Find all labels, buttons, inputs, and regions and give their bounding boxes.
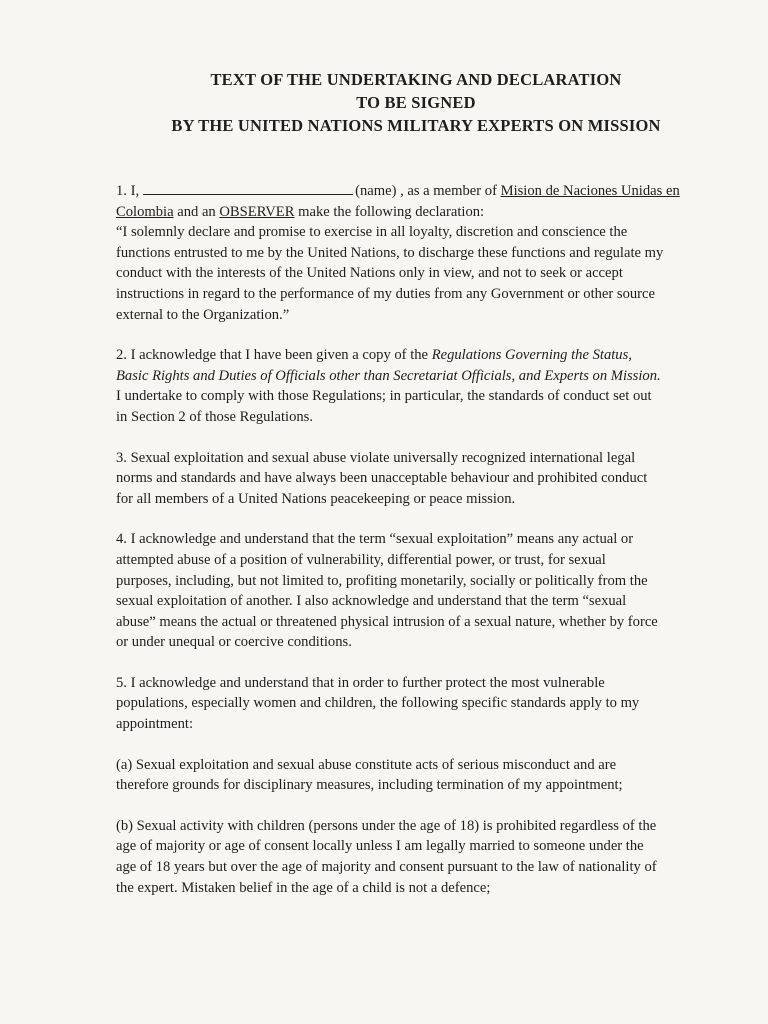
paragraph-5b <box>116 816 676 898</box>
p5-line-1: 5. I acknowledge and understand that in order to further protect the most vulnerable <box>116 674 605 691</box>
p2-line-1 <box>116 345 676 366</box>
p2-regulations-title-a: Regulations Governing the Status, <box>431 347 632 364</box>
p4-line-1: 4. I acknowledge and understand that the term “sexual exploitation” means any actual or <box>116 531 634 548</box>
p2-line-1-text: 2. I acknowledge that I have been given a copy of the <box>116 347 429 364</box>
p2-line-4: in Section 2 of those Regulations. <box>116 408 313 425</box>
p1-rest: make the following declaration: <box>298 203 485 220</box>
p3-line-1: 3. Sexual exploitation and sexual abuse violate universally recognized international legal <box>116 449 636 466</box>
p1-line-2 <box>116 202 676 223</box>
p4-line-3: purposes, including, but not limited to, profiting monetarily, socially or politically from the <box>116 572 648 589</box>
document-title <box>156 68 676 137</box>
mission-name-part-1: Mision de Naciones Unidas en <box>500 183 680 199</box>
p1-name-label: (name) , as a member of <box>355 183 497 199</box>
p1-and-an: and an <box>177 203 216 220</box>
p1-line-3: “I solemnly declare and promise to exercise in all loyalty, discretion and conscience the <box>116 224 628 241</box>
paragraph-4-definitions <box>116 529 676 653</box>
title-line-2: TO BE SIGNED <box>356 93 476 112</box>
p1-line-4: functions entrusted to me by the United Nations, to discharge these functions and regulate my <box>116 244 664 261</box>
p3-line-2: norms and standards and have always been unacceptable behaviour and prohibited conduct <box>116 470 648 487</box>
pa-line-2: therefore grounds for disciplinary measures, including termination of my appointment; <box>116 777 623 794</box>
p5-line-3: appointment: <box>116 716 194 733</box>
pb-line-2: age of majority or age of consent locally unless I am legally married to someone under the <box>116 838 644 855</box>
pb-line-1: (b) Sexual activity with children (persons under the age of 18) is prohibited regardless of the <box>116 817 657 834</box>
paragraph-2-regulations <box>116 345 676 427</box>
paragraph-5-standards <box>116 673 676 735</box>
p4-line-2: attempted abuse of a position of vulnerability, differential power, or trust, for sexual <box>116 551 606 568</box>
title-line-1: TEXT OF THE UNDERTAKING AND DECLARATION <box>210 70 622 89</box>
p3-line-3: for all members of a United Nations peacekeeping or peace mission. <box>116 490 516 507</box>
mission-name-part-2: Colombia <box>116 203 174 220</box>
p2-regulations-title-b: Basic Rights and Duties of Officials other than Secretariat Officials, and Experts on Mission. <box>116 367 661 384</box>
p1-number: 1. I, <box>116 183 140 199</box>
p1-line-6: instructions in regard to the performance of my duties from any Government or other source <box>116 285 655 302</box>
pa-line-1: (a) Sexual exploitation and sexual abuse constitute acts of serious misconduct and are <box>116 756 617 773</box>
paragraph-5a <box>116 755 676 796</box>
p2-line-3: I undertake to comply with those Regulations; in particular, the standards of conduct set out <box>116 388 652 405</box>
role-observer: OBSERVER <box>219 203 295 220</box>
p4-line-6: or under unequal or coercive conditions. <box>116 634 352 651</box>
pb-line-4: the expert. Mistaken belief in the age of a child is not a defence; <box>116 879 491 896</box>
p4-line-5: abuse” means the actual or threatened physical intrusion of a sexual nature, whether by force <box>116 613 658 630</box>
p5-line-2: populations, especially women and children, the following specific standards apply to my <box>116 695 640 712</box>
paragraph-1-declaration <box>116 181 680 325</box>
p1-line-1 <box>116 181 680 202</box>
p1-line-5: conduct with the interests of the United Nations only in view, and not to seek or accept <box>116 265 623 282</box>
paragraph-3-norms <box>116 448 676 510</box>
p4-line-4: sexual exploitation of another. I also acknowledge and understand that the term “sexual <box>116 593 627 610</box>
pb-line-3: age of 18 years but over the age of majority and consent pursuant to the law of nationality of <box>116 859 657 876</box>
title-line-3: BY THE UNITED NATIONS MILITARY EXPERTS ON MISSION <box>171 116 661 135</box>
name-blank-field <box>143 182 353 195</box>
p1-line-7: external to the Organization.” <box>116 306 290 323</box>
